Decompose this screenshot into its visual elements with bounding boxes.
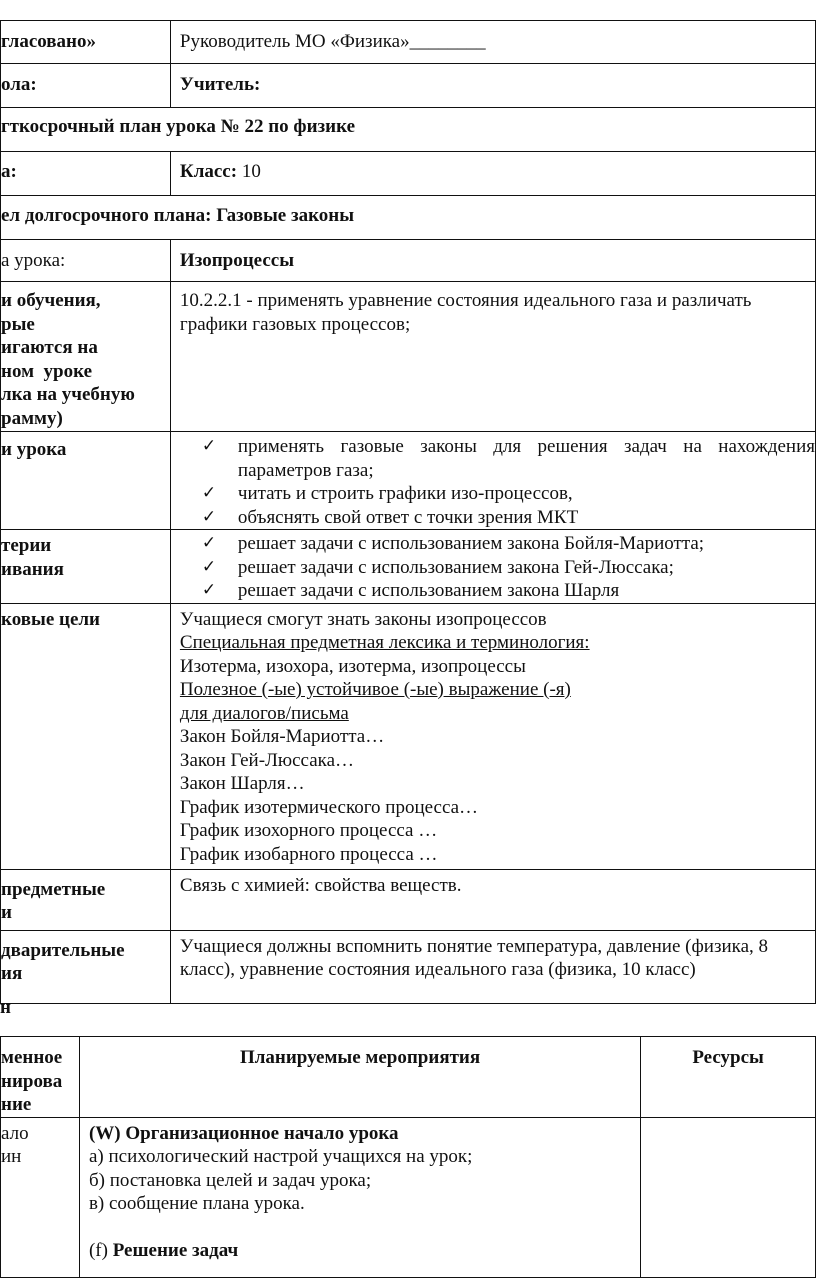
plan-section-label: н	[0, 997, 11, 1018]
expressions-heading-cont: для диалогов/письма	[179, 702, 349, 724]
lesson-goals-list	[171, 435, 815, 529]
plan-title-row	[1, 108, 816, 152]
approval-row	[1, 21, 816, 64]
list-item: ✓ объяснять свой ответ с точки зрения МКТ	[201, 506, 579, 528]
class-label: Класс:	[179, 161, 238, 182]
approval-label: гласовано»	[1, 21, 171, 64]
expression-line: График изотермического процесса…	[179, 796, 479, 818]
lesson-goals-list-cell	[170, 432, 815, 530]
resources-cell	[641, 1117, 816, 1277]
list-item: ✓ решает задачи с использованием закона Гей-Люссака;	[201, 556, 674, 578]
cross-curricular-row	[1, 869, 816, 930]
section-title: ел долгосрочного плана: Газовые законы	[1, 196, 816, 240]
stage-title: (W) Организационное начало урока	[88, 1122, 399, 1144]
cross-curricular-label: предметные и	[1, 869, 171, 930]
class-field	[170, 152, 815, 196]
expression-line: Закон Шарля…	[179, 773, 305, 794]
checkmark-icon: ✓	[201, 533, 217, 553]
language-goals-label: ковые цели	[1, 603, 171, 869]
terminology-list: Изотерма, изохора, изотерма, изопроцессы	[179, 655, 526, 677]
checkmark-icon: ✓	[201, 506, 217, 527]
school-label: ола:	[1, 64, 171, 108]
list-item: в) сообщение плана урока.	[88, 1193, 305, 1214]
list-item: а) психологический настрой учащихся на урок;	[88, 1146, 473, 1167]
objectives-label: и обучения, рые игаются на ном уроке лка на учебную рамму)	[1, 282, 171, 432]
language-goals-row	[1, 603, 816, 869]
expression-line: Закон Гей-Люссака…	[179, 749, 355, 771]
activities-header-row	[1, 1037, 816, 1118]
date-label: а:	[1, 152, 171, 196]
lesson-goals-label: и урока	[1, 432, 171, 530]
time-cell: ало ин	[1, 1117, 80, 1277]
time-column-header: менное нирова ние	[1, 1037, 80, 1118]
objectives-value: 10.2.2.1 - применять уравнение состояния идеального газа и различать графики газовых процессов;	[170, 282, 815, 432]
criteria-row	[1, 530, 816, 604]
teacher-label: Учитель:	[170, 64, 815, 108]
topic-label: а урока:	[1, 240, 171, 282]
criteria-list	[171, 532, 815, 603]
list-item: ✓ читать и строить графики изо-процессов,	[201, 483, 573, 504]
checkmark-icon: ✓	[201, 556, 217, 577]
checkmark-icon: ✓	[201, 483, 217, 503]
expression-line: Закон Бойля-Мариотта…	[179, 726, 385, 747]
terminology-heading: Специальная предметная лексика и терминология:	[179, 632, 590, 653]
list-item: ✓ применять газовые законы для решения задач на нахождения параметров газа;	[201, 436, 815, 481]
list-item: ✓ решает задачи с использованием закона Бойля-Мариотта;	[201, 533, 705, 554]
topic-row	[1, 240, 816, 282]
cross-curricular-value: Связь с химией: свойства веществ.	[170, 869, 815, 930]
table-row	[1, 1117, 816, 1277]
checkmark-icon: ✓	[201, 436, 217, 456]
checkmark-icon: ✓	[201, 580, 217, 600]
activities-cell	[79, 1117, 640, 1277]
prior-learning-label: дварительные ия	[1, 930, 171, 1003]
criteria-list-cell	[170, 530, 815, 604]
resources-column-header: Ресурсы	[641, 1037, 816, 1118]
plan-title: гткосрочный план урока № 22 по физике	[1, 108, 816, 152]
class-value: 10	[237, 161, 261, 182]
activities-column-header: Планируемые мероприятия	[79, 1037, 640, 1118]
expression-line: График изобарного процесса …	[179, 843, 438, 865]
lesson-plan-table	[0, 20, 816, 1004]
language-goals-line: Учащиеся смогут знать законы изопроцессов	[179, 608, 547, 630]
language-goals-content	[170, 603, 815, 869]
expressions-heading: Полезное (-ые) устойчивое (-ые) выражение (-я)	[179, 679, 571, 700]
school-row	[1, 64, 816, 108]
criteria-label: терии ивания	[1, 530, 171, 604]
lesson-goals-row	[1, 432, 816, 530]
head-of-mo-field: Руководитель МО «Физика»________	[170, 21, 815, 64]
objectives-row	[1, 282, 816, 432]
substage-title: (f) Решение задач	[88, 1239, 239, 1261]
date-class-row	[1, 152, 816, 196]
expression-line: График изохорного процесса …	[179, 820, 438, 841]
section-row	[1, 196, 816, 240]
list-item: ✓ решает задачи с использованием закона Шарля	[201, 580, 620, 601]
list-item: б) постановка целей и задач урока;	[88, 1169, 372, 1191]
topic-value: Изопроцессы	[170, 240, 815, 282]
prior-learning-value: Учащиеся должны вспомнить понятие температура, давление (физика, 8 класс), уравнение состояния идеального газа (физика, 10 класс)	[170, 930, 815, 1003]
prior-learning-row	[1, 930, 816, 1003]
activities-table	[0, 1036, 816, 1278]
